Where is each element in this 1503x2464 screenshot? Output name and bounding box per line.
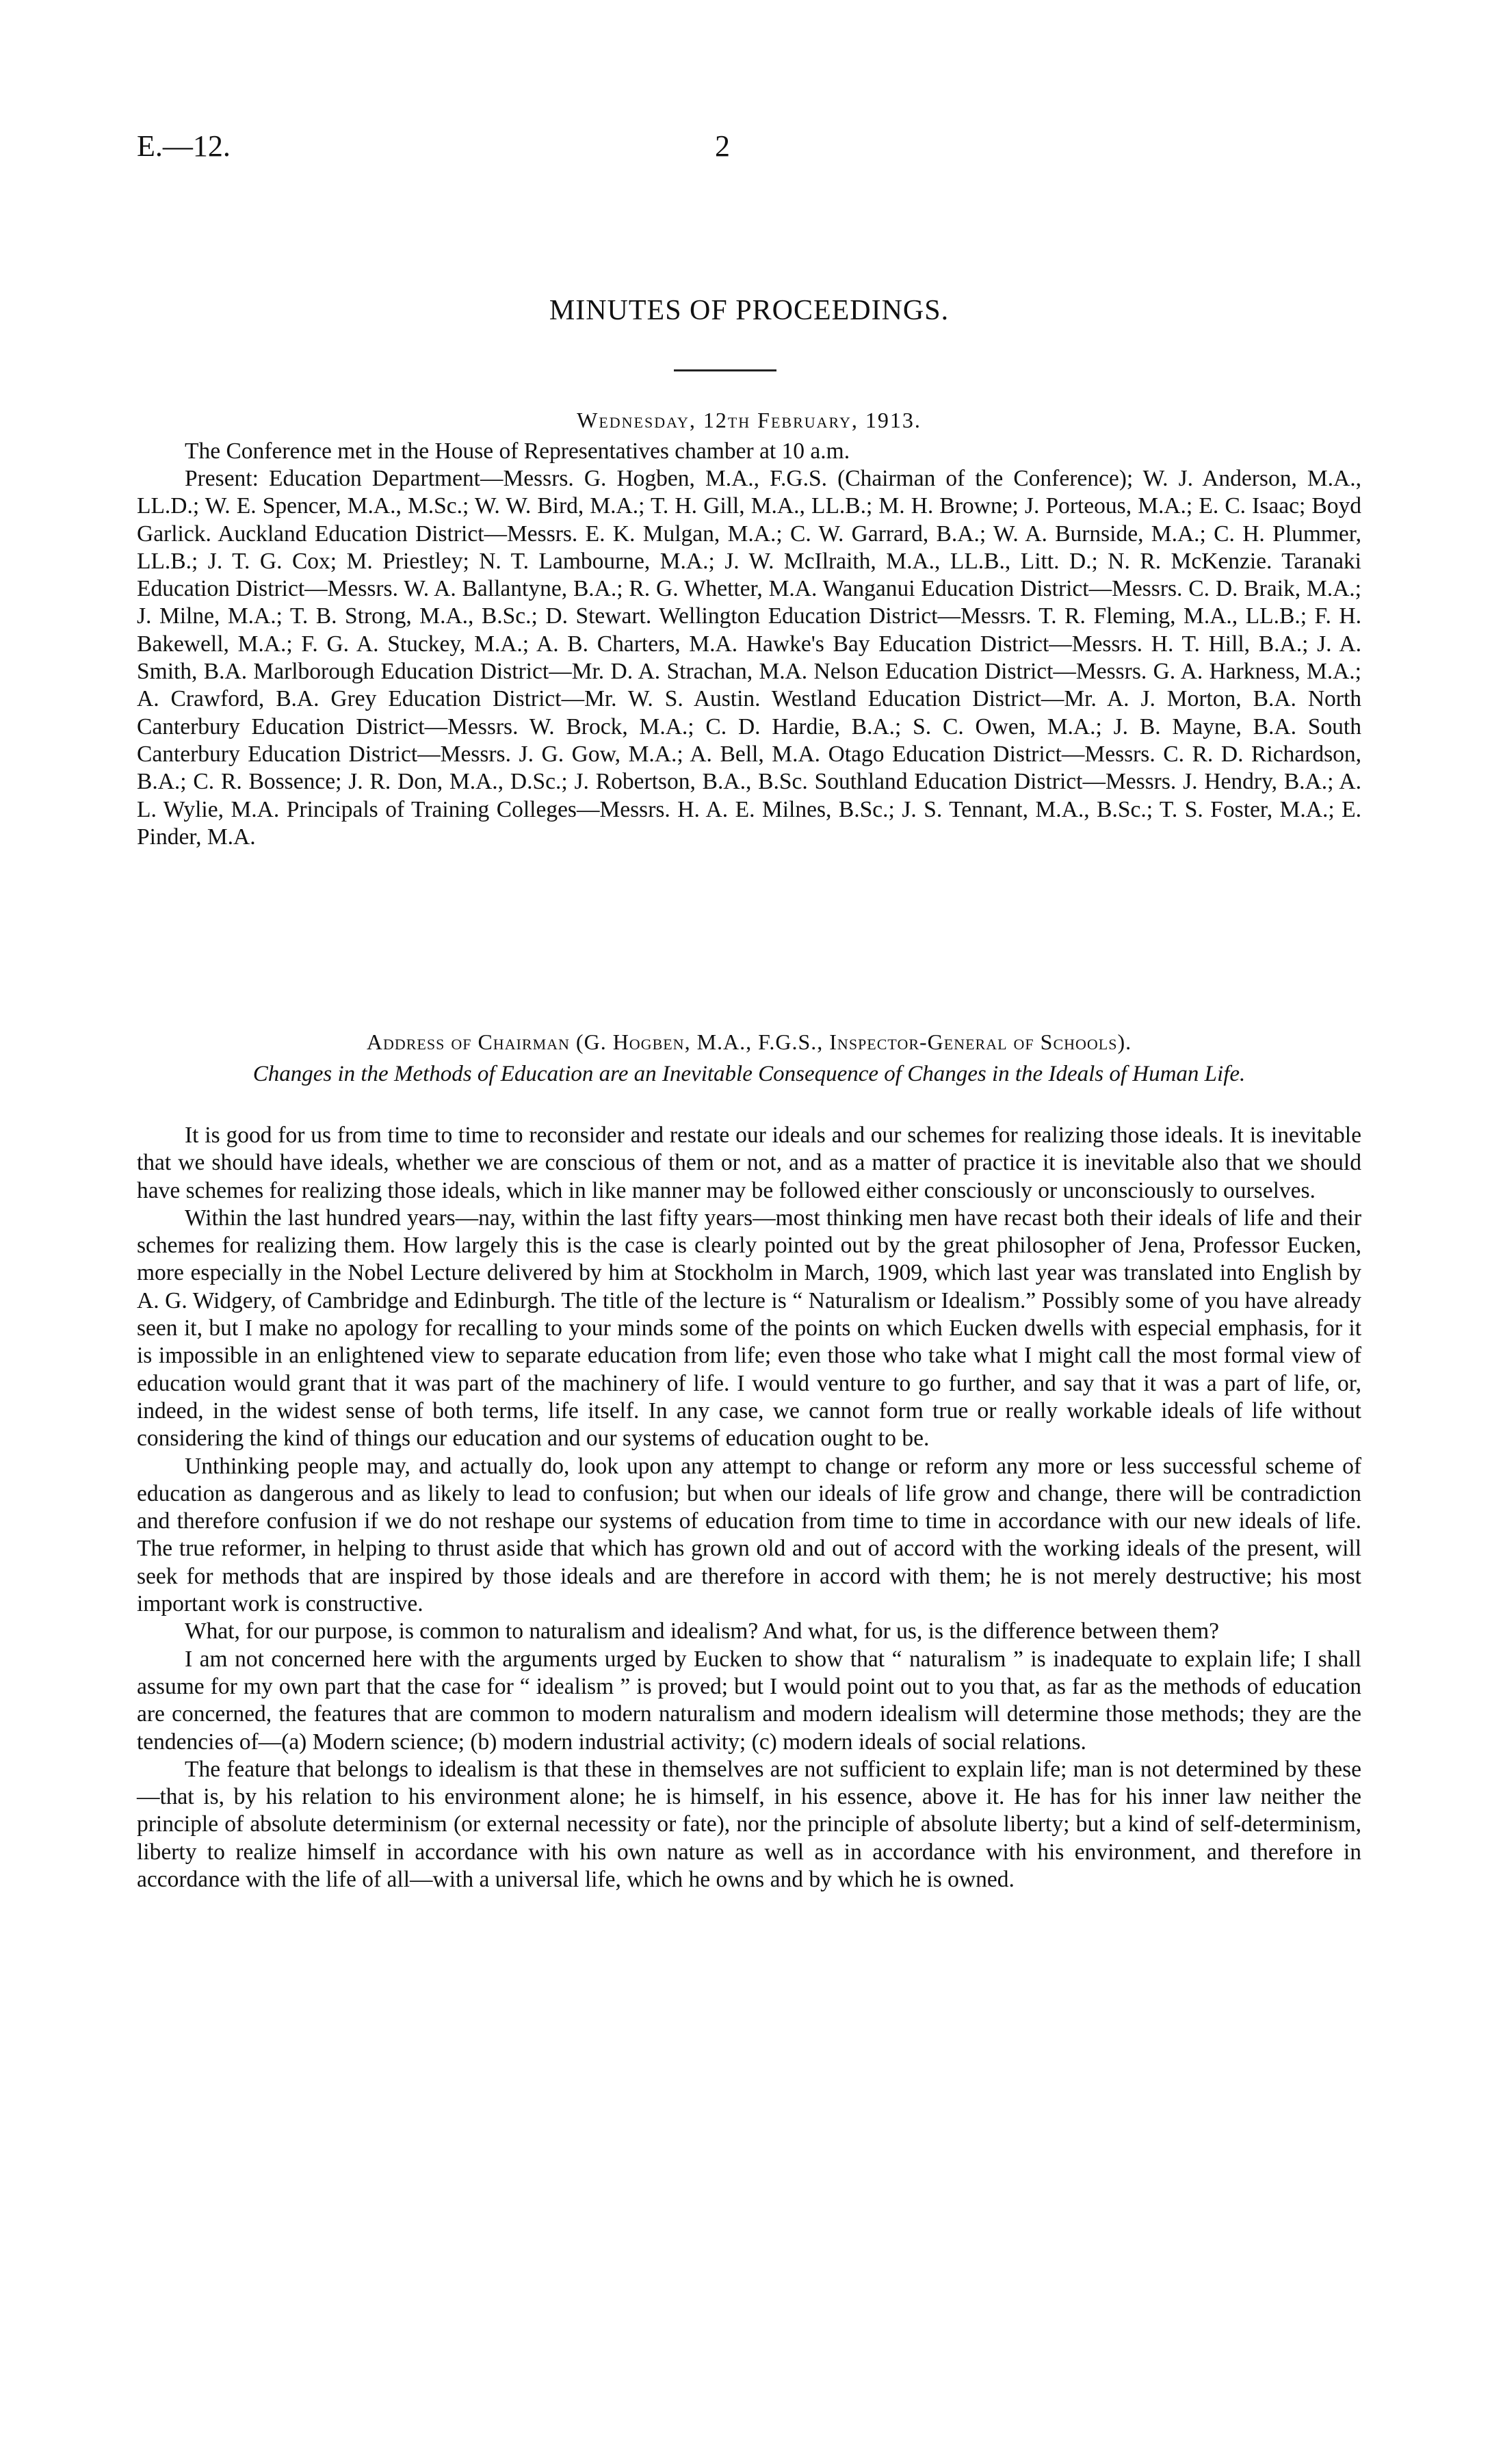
meeting-date: Wednesday, 12th February, 1913.: [577, 408, 922, 432]
body-paragraph: What, for our purpose, is common to naturalism and idealism? And what, for us, is the difference between them?: [185, 1618, 1220, 1644]
page-title: MINUTES OF PROCEEDINGS.: [549, 295, 950, 326]
address-subtitle: Changes in the Methods of Education are an Inevitable Consequence of Changes in the Ideals of Human Life.: [252, 1062, 1246, 1086]
document-reference: E.—12.: [137, 129, 231, 163]
body-paragraph: Unthinking people may, and actually do, look upon any attempt to change or reform any more or less successful scheme of education as dangerous and as likely to lead to confusion; but when our ideals of life grow and change, there will be contradiction and therefore confusion if we do not reshape our systems of education from time to time in accordance with our new ideals of life. The true reformer, in helping to thrust aside that which has grown old and out of accord with the working ideals of the present, will seek for methods that are inspired by those ideals and are therefore in accord with them; he is not merely destructive; his most important work is constructive.: [137, 1453, 1361, 1617]
body-paragraph: I am not concerned here with the arguments urged by Eucken to show that “ naturalism ” is inadequate to explain life; I shall assume for my own part that the case for “ idealism ” is proved; but I would point out to you that, as far as the methods of education are concerned, the features that are common to modern naturalism and modern idealism will determine those methods; they are the tendencies of—(a) Modern science; (b) modern industrial activity; (c) modern ideals of social relations.: [137, 1646, 1361, 1755]
title-divider: [674, 369, 776, 371]
address-body: [137, 1122, 1361, 1893]
body-paragraph: The feature that belongs to idealism is that these in themselves are not sufficient to explain life; man is not determined by these—that is, by his relation to his environment alone; he is himself, in his essence, above it. He has for his inner law neither the principle of absolute determinism (or external necessity or fate), nor the principle of absolute liberty; but a kind of self-determinism, liberty to realize himself in accordance with his own nature as well as in accordance with his environment, and therefore in accordance with the life of all—with a universal life, which he owns and by which he is owned.: [137, 1756, 1361, 1893]
address-heading: Address of Chairman (G. Hogben, M.A., F.G.S., Inspector-General of Schools).: [366, 1030, 1132, 1054]
page-number: 2: [715, 129, 730, 163]
body-paragraph: Within the last hundred years—nay, within the last fifty years—most thinking men have recast both their ideals of life and their schemes for realizing them. How largely this is the case is clearly pointed out by the great philosopher of Jena, Professor Eucken, more especially in the Nobel Lecture delivered by him at Stockholm in March, 1909, which last year was translated into English by A. G. Widgery, of Cambridge and Edinburgh. The title of the lecture is “ Naturalism or Idealism.” Possibly some of you have already seen it, but I make no apology for recalling to your minds some of the points on which Eucken dwells with especial emphasis, for it is impossible in an enlightened view to separate education from life; even those who take what I might call the most formal view of education would grant that it was part of the machinery of life. I would venture to go further, and say that it was a part of life, or, indeed, in the widest sense of both terms, life itself. In any case, we cannot form true or really workable ideals of life without considering the kind of things our education and our systems of education ought to be.: [137, 1205, 1361, 1452]
attendance-list: Present: Education Department—Messrs. G. Hogben, M.A., F.G.S. (Chairman of the Conference); W. J. Anderson, M.A., LL.D.; W. E. Spencer, M.A., M.Sc.; W. W. Bird, M.A.; T. H. Gill, M.A., LL.B.; M. H. Browne; J. Porteous, M.A.; E. C. Isaac; Boyd Garlick. Auckland Education District—Messrs. E. K. Mulgan, M.A.; C. W. Garrard, B.A.; W. A. Burnside, M.A.; C. H. Plummer, LL.B.; J. T. G. Cox; M. Priestley; N. T. Lambourne, M.A.; J. W. McIlraith, M.A., LL.B., Litt. D.; N. R. McKenzie. Taranaki Education District—Messrs. W. A. Ballantyne, B.A.; R. G. Whetter, M.A. Wanganui Education District—Messrs. C. D. Braik, M.A.; J. Milne, M.A.; T. B. Strong, M.A., B.Sc.; D. Stewart. Wellington Education District—Messrs. T. R. Fleming, M.A., LL.B.; F. H. Bakewell, M.A.; F. G. A. Stuckey, M.A.; A. B. Charters, M.A. Hawke's Bay Education District—Messrs. H. T. Hill, B.A.; J. A. Smith, B.A. Marlborough Education District—Mr. D. A. Strachan, M.A. Nelson Education District—Messrs. G. A. Harkness, M.A.; A. Crawford, B.A. Grey Education District—Mr. W. S. Austin. Westland Education District—Mr. A. J. Morton, B.A. North Canterbury Education District—Messrs. W. Brock, M.A.; C. D. Hardie, B.A.; S. C. Owen, M.A.; J. B. Mayne, B.A. South Canterbury Education District—Messrs. J. G. Gow, M.A.; A. Bell, M.A. Otago Education District—Messrs. C. R. D. Richardson, B.A.; C. R. Bossence; J. R. Don, M.A., D.Sc.; J. Robertson, B.A., B.Sc. Southland Education District—Messrs. J. Hendry, B.A.; A. L. Wylie, M.A. Principals of Training Colleges—Messrs. H. A. E. Milnes, B.Sc.; J. S. Tennant, M.A., B.Sc.; T. S. Foster, M.A.; E. Pinder, M.A.: [137, 466, 1361, 850]
meeting-opening: The Conference met in the House of Representatives chamber at 10 a.m.: [185, 438, 850, 464]
page-header: [137, 129, 1361, 170]
body-paragraph: It is good for us from time to time to reconsider and restate our ideals and our schemes for realizing those ideals. It is inevitable that we should have ideals, whether we are conscious of them or not, and as a matter of practice it is inevitable also that we should have schemes for realizing those ideals, which in like manner may be followed either consciously or unconsciously to ourselves.: [137, 1123, 1361, 1203]
